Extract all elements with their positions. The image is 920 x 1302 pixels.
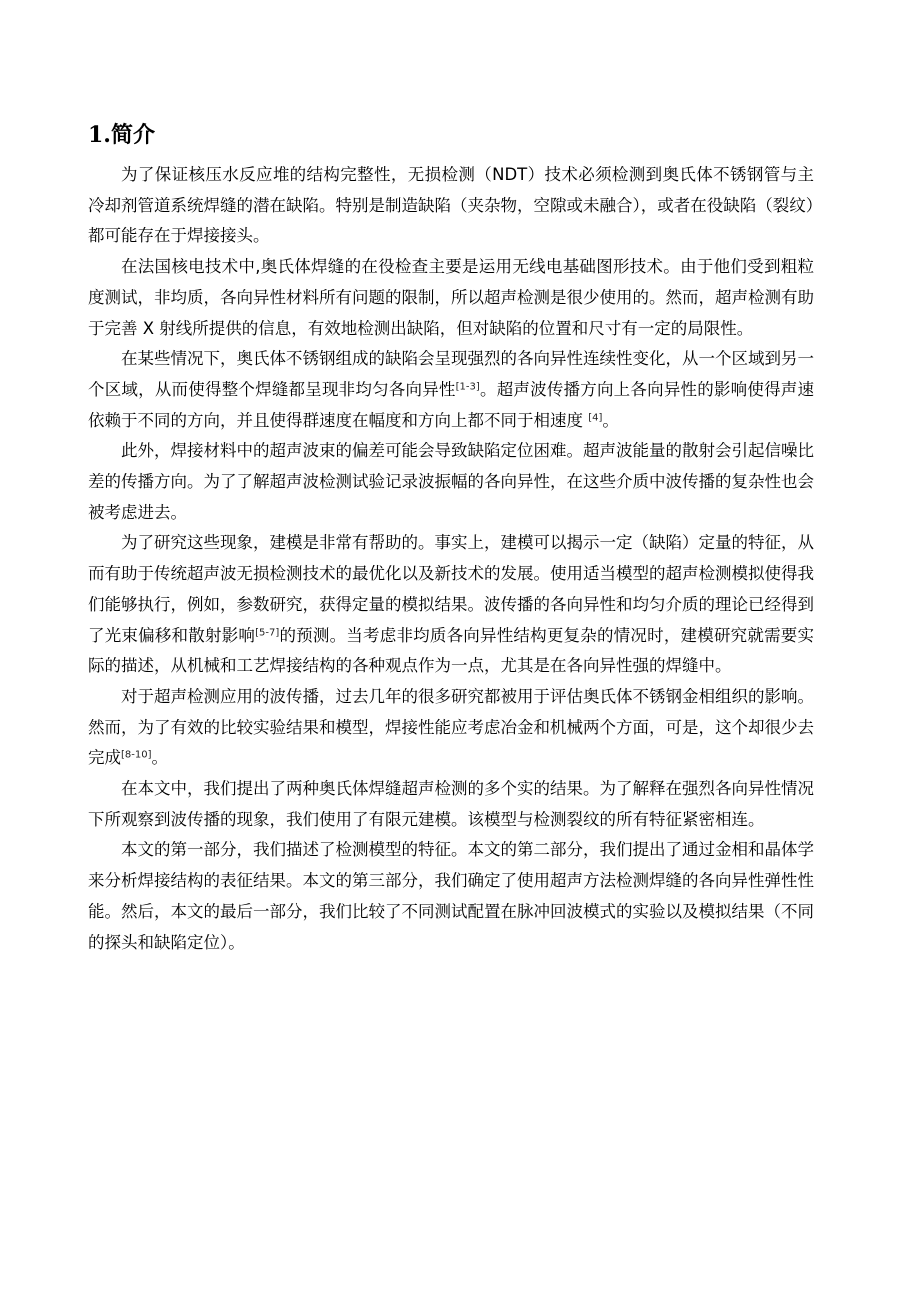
paragraph-text: 对于超声检测应用的波传播，过去几年的很多研究都被用于评估奥氏体不锈钢金相组织的影响。然而，为了有效的比较实验结果和模型，焊接性能应考虑冶金和机械两个方面，可是，这个却很少去完成: [88, 686, 814, 768]
paragraph-text: 在某些情况下，奥氏体不锈钢组成的缺陷会呈现强烈的各向异性连续性变化，从一个区域到另一个区域，从而使得整个焊缝都呈现非均匀各向异性: [88, 349, 814, 399]
paragraph-text: 。: [602, 410, 619, 430]
paragraph-text: 。: [151, 748, 168, 768]
paragraph: [88, 344, 814, 436]
citation-reference: [4]: [588, 412, 603, 424]
paragraph: [88, 436, 814, 528]
section-heading: 1.简介: [88, 122, 155, 148]
body-text: [88, 160, 814, 958]
paragraph-text: 。超声波传播方向上各向异性的影响使得声速依赖于不同的方向，并且使得群速度在幅度和方向上都不同于相速度: [88, 379, 814, 430]
citation-reference: [5-7]: [255, 627, 280, 639]
paragraph: [88, 528, 814, 682]
paragraph-text: 为了保证核压水反应堆的结构完整性，无损检测（NDT）技术必须检测到奥氏体不锈钢管与主冷却剂管道系统焊缝的潜在缺陷。特别是制造缺陷（夹杂物，空隙或未融合），或者在役缺陷（裂纹）都可能存在于焊接接头。: [88, 165, 814, 246]
paragraph-text: 在本文中，我们提出了两种奥氏体焊缝超声检测的多个实的结果。为了解释在强烈各向异性情况下所观察到波传播的现象，我们使用了有限元建模。该模型与检测裂纹的所有特征紧密相连。: [88, 779, 814, 829]
paragraph: [88, 835, 814, 958]
paragraph-text: 本文的第一部分，我们描述了检测模型的特征。本文的第二部分，我们提出了通过金相和晶体学来分析焊接结构的表征结果。本文的第三部分，我们确定了使用超声方法检测焊缝的各向异性弹性性能。然后，本文的最后一部分，我们比较了不同测试配置在脉冲回波模式的实验以及模拟结果（不同的探头和缺陷定位）。: [88, 840, 814, 952]
paragraph: [88, 682, 814, 774]
paragraph: [88, 774, 814, 835]
citation-reference: [8-10]: [121, 749, 152, 761]
paragraph-text: 此外，焊接材料中的超声波束的偏差可能会导致缺陷定位困难。超声波能量的散射会引起信噪比差的传播方向。为了了解超声波检测试验记录波振幅的各向异性，在这些介质中波传播的复杂性也会被考虑进去。: [88, 441, 814, 522]
citation-reference: [1-3]: [455, 381, 480, 393]
paragraph: [88, 160, 814, 252]
paragraph-text: 为了研究这些现象，建模是非常有帮助的。事实上，建模可以揭示一定（缺陷）定量的特征，从而有助于传统超声波无损检测技术的最优化以及新技术的发展。使用适当模型的超声检测模拟使得我们能够执行，例如，参数研究，获得定量的模拟结果。波传播的各向异性和均匀介质的理论已经得到了光束偏移和散射影响: [88, 533, 814, 645]
paragraph-text: 在法国核电技术中,奥氏体焊缝的在役检查主要是运用无线电基础图形技术。由于他们受到粗粒度测试，非均质，各向异性材料所有问题的限制，所以超声检测是很少使用的。然而，超声检测有助于完善 X 射线所提供的信息，有效地检测出缺陷，但对缺陷的位置和尺寸有一定的局限性。: [88, 257, 814, 338]
paragraph: [88, 252, 814, 344]
paragraph-text: 的预测。当考虑非均质各向异性结构更复杂的情况时，建模研究就需要实际的描述，从机械和工艺焊接结构的各种观点作为一点，尤其是在各向异性强的焊缝中。: [88, 625, 814, 676]
